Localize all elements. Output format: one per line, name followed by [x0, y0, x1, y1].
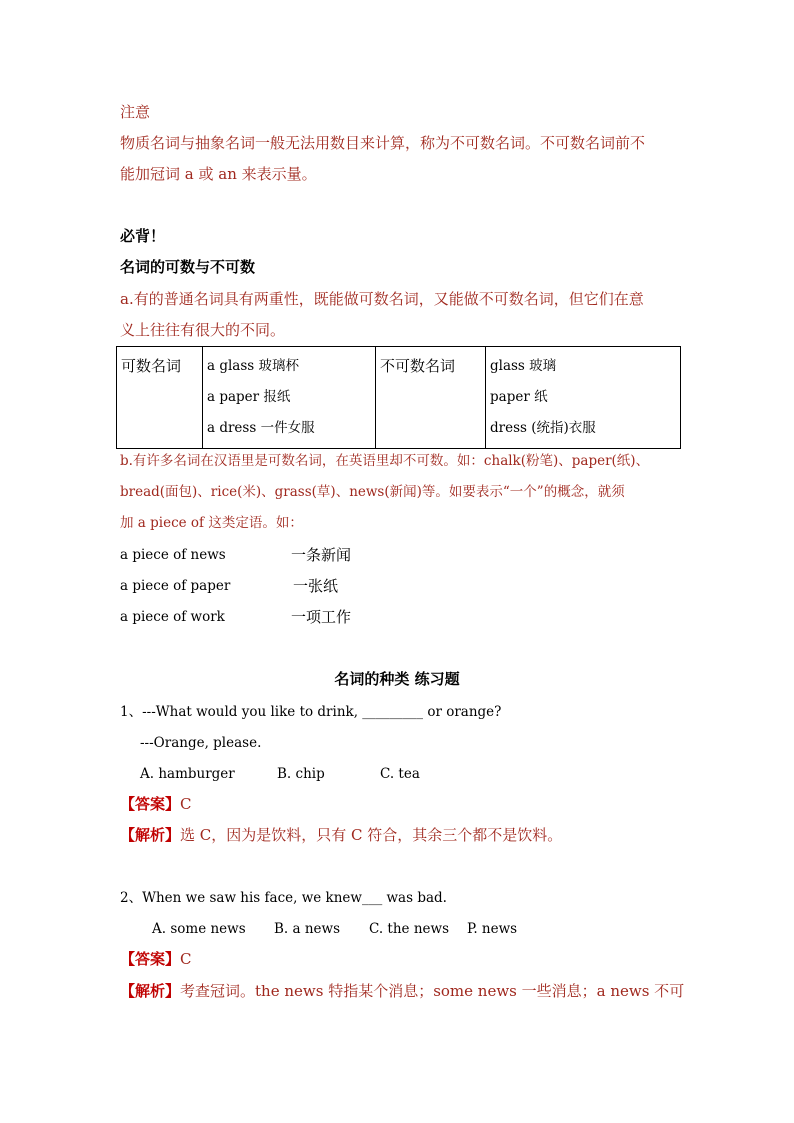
answer-label: 【答案】 — [120, 950, 181, 968]
example-en: a piece of news — [120, 547, 226, 563]
analysis-text: 选 C，因为是饮料，只有 C 符合，其余三个都不是饮料。 — [180, 826, 563, 844]
answer-value: C — [180, 950, 192, 968]
countable-item: a glass 玻璃杯 — [207, 358, 299, 374]
option: B. a news — [274, 921, 341, 937]
option: C. tea — [380, 766, 420, 782]
uncountable-item: paper 纸 — [490, 389, 548, 405]
note-line: 物质名词与抽象名词一般无法用数目来计算，称为不可数名词。不可数名词前不 — [120, 134, 646, 152]
point-a-line: 义上往往有很大的不同。 — [120, 321, 286, 339]
note-line: 能加冠词 a 或 an 来表示量。 — [120, 165, 317, 183]
option: A. some news — [152, 921, 246, 937]
countable-header: 可数名词 — [121, 357, 182, 375]
option: A. hamburger — [140, 766, 235, 782]
analysis-label: 【解析】 — [120, 982, 181, 1000]
option: P. news — [467, 921, 518, 937]
answer-line — [120, 949, 192, 969]
uncountable-item: dress (统指)衣服 — [490, 420, 596, 436]
countable-items-cell — [203, 347, 376, 449]
question-stem: 1、---What would you like to drink, _________ or orange? — [120, 704, 502, 720]
question-reply: ---Orange, please. — [140, 735, 262, 751]
example-zh: 一张纸 — [293, 577, 339, 595]
analysis-line — [120, 981, 684, 1001]
option: C. the news — [369, 921, 449, 937]
example-en: a piece of paper — [120, 578, 231, 594]
analysis-text: 考查冠词。the news 特指某个消息；some news 一些消息；a news 不可 — [180, 982, 685, 1000]
uncountable-header-cell — [376, 347, 486, 449]
section-title: 名词的可数与不可数 — [120, 258, 256, 276]
option: B. chip — [277, 766, 325, 782]
countable-header-cell — [117, 347, 203, 449]
example-zh: 一条新闻 — [291, 546, 352, 564]
must-title: 必背！ — [120, 227, 166, 245]
point-b-line: b.有许多名词在汉语里是可数名词，在英语里却不可数。如：chalk(粉笔)、paper(纸)、 — [120, 453, 650, 469]
point-b-line: bread(面包)、rice(米)、grass(草)、news(新闻)等。如要表示“一个”的概念，就须 — [120, 484, 625, 500]
question-stem: 2、When we saw his face, we knew___ was bad. — [120, 890, 447, 906]
countable-item: a dress 一件女服 — [207, 420, 315, 436]
point-a-line: a.有的普通名词具有两重性，既能做可数名词，又能做不可数名词，但它们在意 — [120, 290, 644, 308]
uncountable-items-cell — [486, 347, 681, 449]
example-en: a piece of work — [120, 609, 225, 625]
exercise-title: 名词的种类 练习题 — [334, 670, 460, 688]
answer-line — [120, 794, 192, 814]
note-title: 注意 — [120, 103, 151, 121]
analysis-label: 【解析】 — [120, 826, 181, 844]
analysis-line — [120, 825, 562, 845]
uncountable-item: glass 玻璃 — [490, 358, 557, 374]
countable-item: a paper 报纸 — [207, 389, 291, 405]
answer-value: C — [180, 795, 192, 813]
uncountable-header: 不可数名词 — [380, 357, 456, 375]
answer-label: 【答案】 — [120, 795, 181, 813]
example-zh: 一项工作 — [291, 608, 352, 626]
point-b-line: 加 a piece of 这类定语。如： — [120, 515, 303, 531]
countable-uncountable-table — [116, 346, 681, 449]
